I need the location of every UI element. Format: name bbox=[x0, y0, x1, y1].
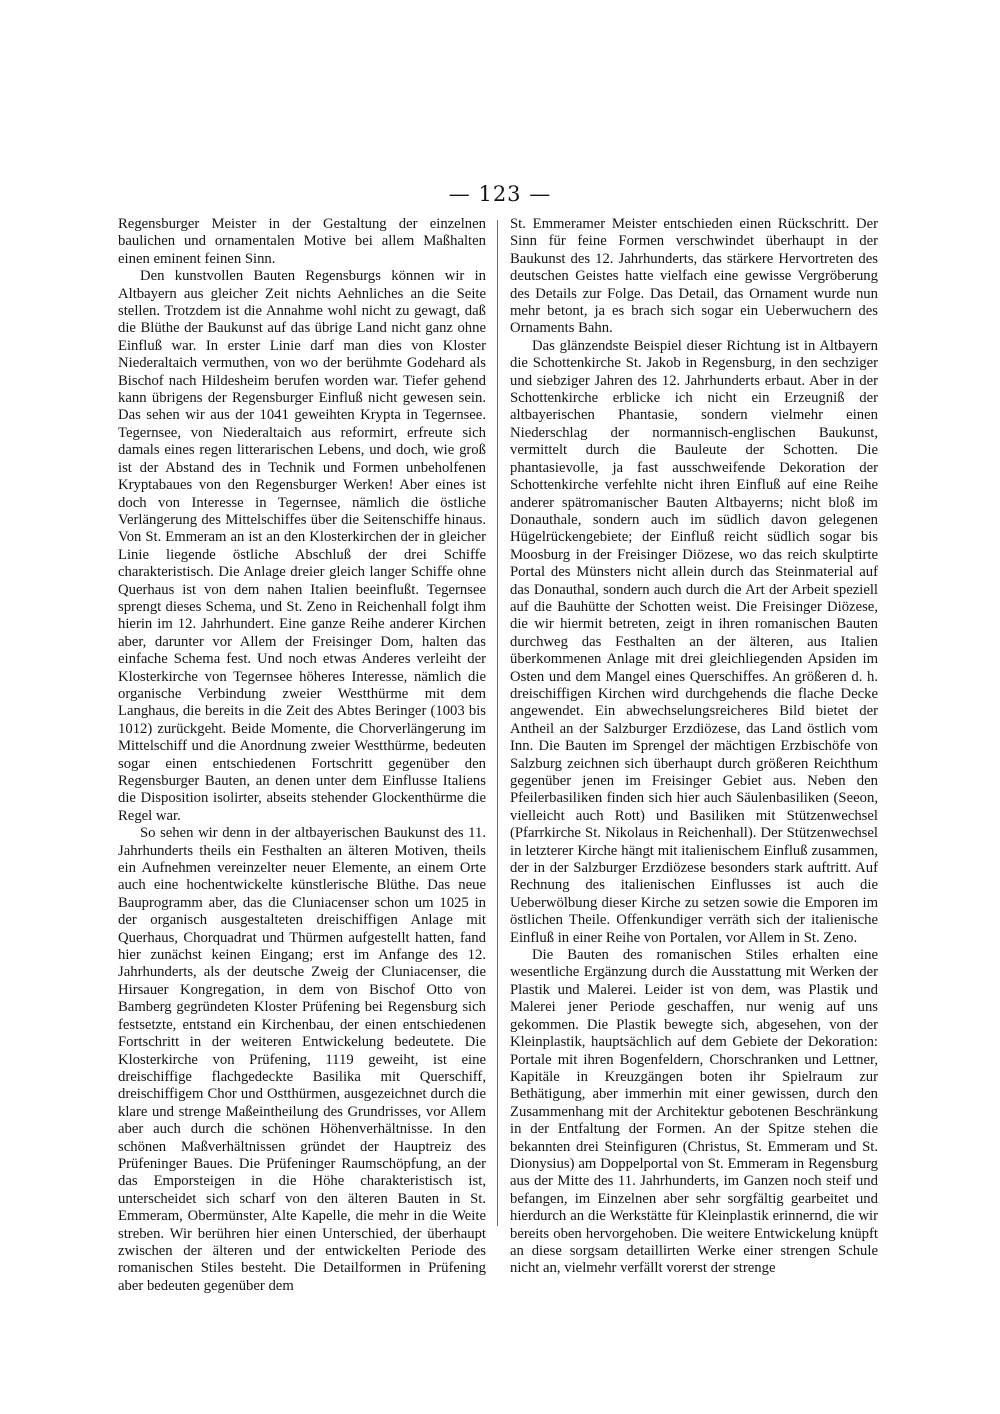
paragraph: Regensburger Meister in der Gestaltung der einzelnen baulichen und ornamentalen Motive bei allem Maßhalten einen eminent feinen Sinn. bbox=[118, 216, 486, 267]
page-number: — 123 — bbox=[448, 182, 552, 206]
paragraph: Das glänzendste Beispiel dieser Richtung ist in Altbayern die Schottenkirche St. Jakob in Regensburg, in den sechziger und siebziger Jahren des 12. Jahrhunderts erbaut. Aber in der Schottenkirche erblicke ich nicht ein Erzeugniß der altbayerischen Phantasie, sondern vielmehr einen Niederschlag der normannisch-englischen Baukunst, vermittelt durch die Bauleute der Schotten. Die phantasievolle, ja fast ausschweifende Dekoration der Schottenkirche verfehlte nicht ihren Einfluß auf eine Reihe anderer spätromanischer Bauten Altbayerns; nicht bloß im Donauthale, sondern auch im südlich davon gelegenen Hügelrückengebiete; der Einfluß reicht südlich sogar bis Moosburg in der Freisinger Diözese, wo das reich skulptirte Portal des Münsters nicht allein durch das Steinmaterial auf das Donauthal, sondern auch durch die Art der Arbeit speziell auf die Bauhütte der Schotten weist. Die Freisinger Diözese, die wir hiermit betreten, zeigt in ihren romanischen Bauten durchweg das Festhalten an der älteren, aus Italien überkommenen Anlage mit drei gleichliegenden Apsiden im Osten und dem Mangel eines Querschiffes. An größeren d. h. dreischiffigen Kirchen wird durchgehends die flache Decke angewendet. Ein abwechselungsreicheres Bild bietet der Antheil an der Salzburger Erzdiözese, das Land östlich vom Inn. Die Bauten im Sprengel der mächtigen Erzbischöfe von Salzburg zeichnen sich überhaupt durch größeren Reichthum gegenüber jenen im Freisinger Gebiet aus. Neben den Pfeilerbasiliken finden sich hier auch Säulenbasiliken (Seeon, vielleicht auch Rott) und Basiliken mit Stützenwechsel (Pfarrkirche St. Nikolaus in Reichenhall). Der Stützenwechsel in letzterer Kirche hängt mit italienischem Einfluß zusammen, der in der Salzburger Erzdiözese besonders stark auftritt. Auf Rechnung des italienischen Einflusses ist auch die Ueberwölbung dieser Kirche zu setzen sowie die Emporen im östlichen Theile. Offenkundiger verräth sich der italienische Einfluß in einer Reihe von Portalen, vor Allem in St. Zeno. bbox=[510, 337, 878, 946]
paragraph: So sehen wir denn in der altbayerischen Baukunst des 11. Jahrhunderts theils ein Festhalten an älteren Motiven, theils ein Aufnehmen vereinzelter neuer Elemente, an einem Orte auch eine hochentwickelte künstlerische Blüthe. Das neue Bauprogramm aber, das die Cluniacenser schon um 1025 in der organisch ausgestalteten dreischiffigen Anlage mit Querhaus, Chorquadrat und Thürmen aufgestellt hatten, fand hier zunächst keinen Eingang; erst im Anfange des 12. Jahrhunderts, als der deutsche Zweig der Cluniacenser, die Hirsauer Kongregation, in dem von Bischof Otto von Bamberg gegründeten Kloster Prüfening bei Regensburg sich festsetzte, entstand ein Kirchenbau, der einen entschiedenen Fortschritt in der weiteren Entwickelung bedeutete. Die Klosterkirche von Prüfening, 1119 geweiht, ist eine dreischiffige flachgedeckte Basilika mit Querschiff, dreischiffigem Chor und Ostthürmen, ausgezeichnet durch die klare und strenge Maßeintheilung des Grundrisses, vor Allem aber auch durch die schönen Höhenverhältnisse. In den schönen Maßverhältnissen gründet der Hauptreiz des Prüfeninger Baues. Die Prüfeninger Raumschöpfung, an der das Emporsteigen in die Höhe charakteristisch ist, unterscheidet sich scharf von den älteren Bauten in St. Emmeram, Obermünster, Alte Kapelle, die mehr in die Weite streben. Wir berühren hier einen Unterschied, der überhaupt zwischen der älteren und der entwickelten Periode des romanischen Stiles besteht. Die Detailformen in Prüfening aber bedeuten gegenüber dem bbox=[118, 825, 486, 1294]
left-text-column bbox=[118, 216, 486, 1295]
paragraph: St. Emmeramer Meister entschieden einen Rückschritt. Der Sinn für feine Formen verschwindet überhaupt in der Baukunst des 12. Jahrhunderts, das stärkere Hervortreten des deutschen Geistes hatte vielfach eine gewisse Vergröberung des Details zur Folge. Das Detail, das Ornament wurde nun mehr betont, ja es brach sich sogar ein Ueberwuchern des Ornaments Bahn. bbox=[510, 216, 878, 337]
column-divider bbox=[497, 220, 498, 1226]
paragraph: Den kunstvollen Bauten Regensburgs können wir in Altbayern aus gleicher Zeit nichts Aehnliches an die Seite stellen. Trotzdem ist die Annahme wohl nicht zu gewagt, daß die Blüthe der Baukunst auf das übrige Land nicht ganz ohne Einfluß war. In erster Linie darf man dies von Kloster Niederaltaich vermuthen, von wo der berühmte Godehard als Bischof nach Hildesheim berufen worden war. Tiefer gehend kann übrigens der Regensburger Einfluß nicht gewesen sein. Das sehen wir aus der 1041 geweihten Krypta in Tegernsee. Tegernsee, von Niederaltaich aus reformirt, erfreute sich damals eines regen litterarischen Lebens, und doch, wie groß ist der Abstand des in Technik und Formen unbeholfenen Kryptabaues von den Regensburger Werken! Aber eines ist doch von Interesse in Tegernsee, nämlich die östliche Verlängerung des Mittelschiffes über die Seitenschiffe hinaus. Von St. Emmeram an ist an den Klosterkirchen der in gleicher Linie liegende östliche Abschluß der drei Schiffe charakteristisch. Die Anlage dreier gleich langer Schiffe ohne Querhaus ist von dem nahen Italien beeinflußt. Tegernsee sprengt dieses Schema, und St. Zeno in Reichenhall folgt ihm hierin im 12. Jahrhundert. Eine ganze Reihe anderer Kirchen aber, darunter vor Allem der Freisinger Dom, halten das einfache Schema fest. Und noch etwas Anderes verleiht der Klosterkirche von Tegernsee höheres Interesse, nämlich die organische Verbindung zweier Westthürme mit dem Langhaus, die bereits in die Zeit des Abtes Beringer (1003 bis 1012) zurückgeht. Beide Momente, die Chorverlängerung im Mittelschiff und die Anordnung zweier Westthürme, bedeuten sogar einen entschiedenen Fortschritt gegenüber den Regensburger Bauten, an denen unter dem Einflusse Italiens die Disposition isolirter, abseits stehender Glockenthürme die Regel war. bbox=[118, 268, 486, 824]
right-text-column bbox=[510, 216, 878, 1278]
paragraph: Die Bauten des romanischen Stiles erhalten eine wesentliche Ergänzung durch die Ausstattung mit Werken der Plastik und Malerei. Leider ist von dem, was Plastik und Malerei jener Periode geschaffen, nur wenig auf uns gekommen. Die Plastik bewegte sich, abgesehen, von der Kleinplastik, hauptsächlich auf dem Gebiete der Dekoration: Portale mit ihren Bogenfeldern, Chorschranken und Lettner, Kapitäle in Kreuzgängen boten ihr Spielraum zur Bethätigung, aber immerhin mit einer gewissen, durch den Zusammenhang mit der Architektur gebotenen Beschränkung in der Entfaltung der Formen. An der Spitze stehen die bekannten drei Steinfiguren (Christus, St. Emmeram und St. Dionysius) am Doppelportal von St. Emmeram in Regensburg aus der Mitte des 11. Jahrhunderts, im Ganzen noch steif und befangen, im Einzelnen aber sehr sorgfältig gearbeitet und hierdurch an die Werkstätte für Kleinplastik erinnernd, die wir bereits oben hervorgehoben. Die weitere Entwickelung knüpft an diese sorgsam detaillirten Werke einer strengen Schule nicht an, vielmehr verfällt vorerst der strenge bbox=[510, 947, 878, 1277]
